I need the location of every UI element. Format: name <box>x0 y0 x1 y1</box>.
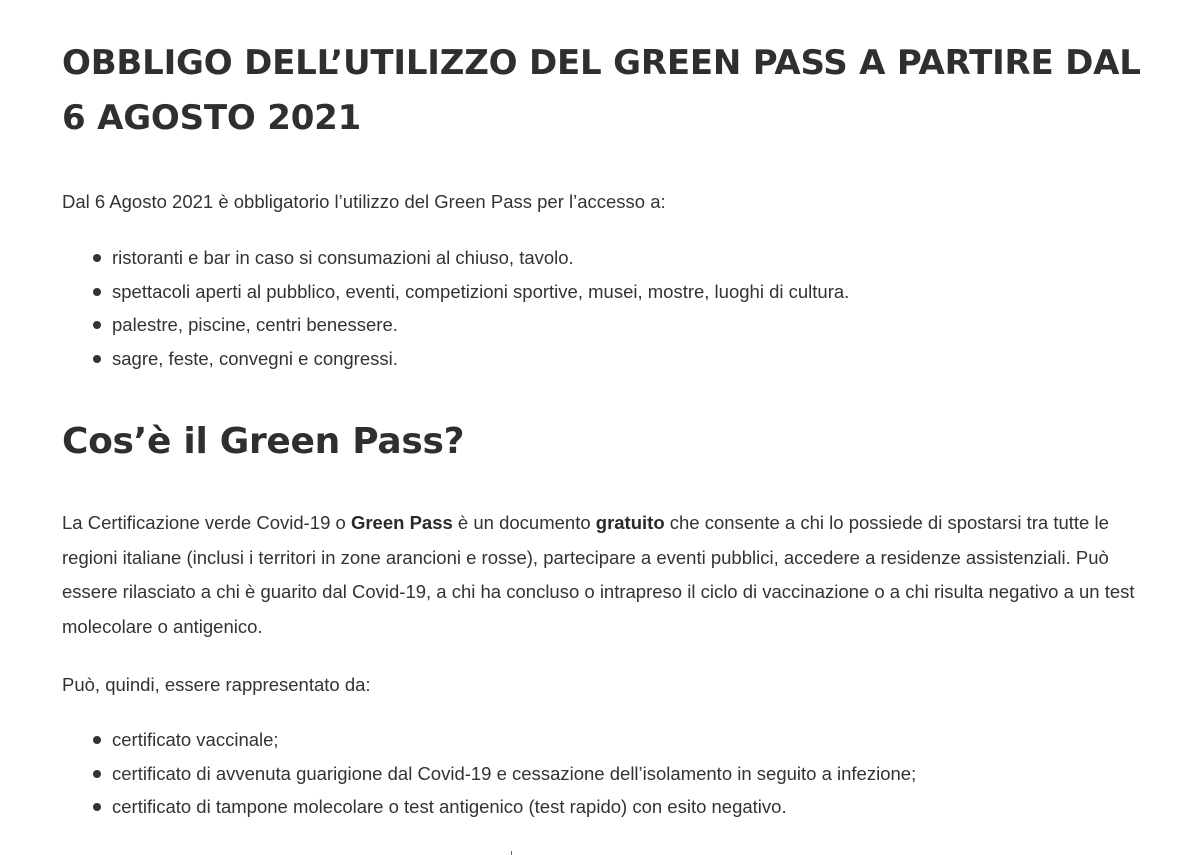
list-item <box>62 790 916 824</box>
bold-green-pass: Green Pass <box>350 512 453 533</box>
list-item-text: ristoranti e bar in caso si consumazioni al chiuso, tavolo. <box>112 247 574 268</box>
bold-gratuito: gratuito <box>595 512 665 533</box>
list-item-text: certificato di tampone molecolare o test antigenico (test rapido) con esito negativo. <box>112 796 787 817</box>
list-item-text: sagre, feste, convegni e congressi. <box>112 347 398 369</box>
list-item-text: palestre, piscine, centri benessere. <box>112 314 398 335</box>
list-item-text: certificato di avvenuta guarigione dal Covid-19 e cessazione dell’isolamento in seguito a infezione; <box>112 762 917 784</box>
represented-intro: Può, quindi, essere rappresentato da: <box>62 674 371 695</box>
bullet-icon <box>93 736 101 744</box>
page-title: OBBLIGO DELL’UTILIZZO DEL GREEN PASS A PARTIRE DAL 6 AGOSTO 2021 <box>62 43 1141 138</box>
list-item <box>62 342 849 376</box>
list-item <box>62 757 916 791</box>
list-item-text: certificato vaccinale; <box>112 729 279 750</box>
intro-paragraph: Dal 6 Agosto 2021 è obbligatorio l’utilizzo del Green Pass per l’accesso a: <box>62 191 666 212</box>
access-list <box>62 241 849 375</box>
list-item-text: spettacoli aperti al pubblico, eventi, competizioni sportive, musei, mostre, luoghi di cultura. <box>112 280 850 302</box>
description-paragraph <box>62 506 1152 644</box>
description-text: La Certificazione verde Covid-19 o <box>62 512 351 533</box>
bullet-icon <box>93 803 101 811</box>
bullet-icon <box>93 254 101 262</box>
bullet-icon <box>93 355 101 363</box>
divider-mark <box>511 851 512 855</box>
list-item <box>62 723 916 757</box>
description-text: che consente a chi lo possiede di spostarsi tra tutte le regioni italiane (inclusi i territori in zone arancioni e rosse), partecipare a eventi pubblici, accedere a residenze assistenziali. Può essere rilasciato a chi è guarito dal Covid-19, a chi ha concluso o intrapreso il ciclo di vaccinazione o a chi risulta negativo a un test molecolare o antigenico. <box>62 512 1135 637</box>
bullet-icon <box>93 770 101 778</box>
description-text: è un documento <box>452 512 596 533</box>
list-item <box>62 241 849 275</box>
list-item <box>62 308 849 342</box>
section-heading: Cos’è il Green Pass? <box>62 421 465 462</box>
certificate-list <box>62 723 916 824</box>
bullet-icon <box>93 321 101 329</box>
bullet-icon <box>93 288 101 296</box>
list-item <box>62 275 849 309</box>
